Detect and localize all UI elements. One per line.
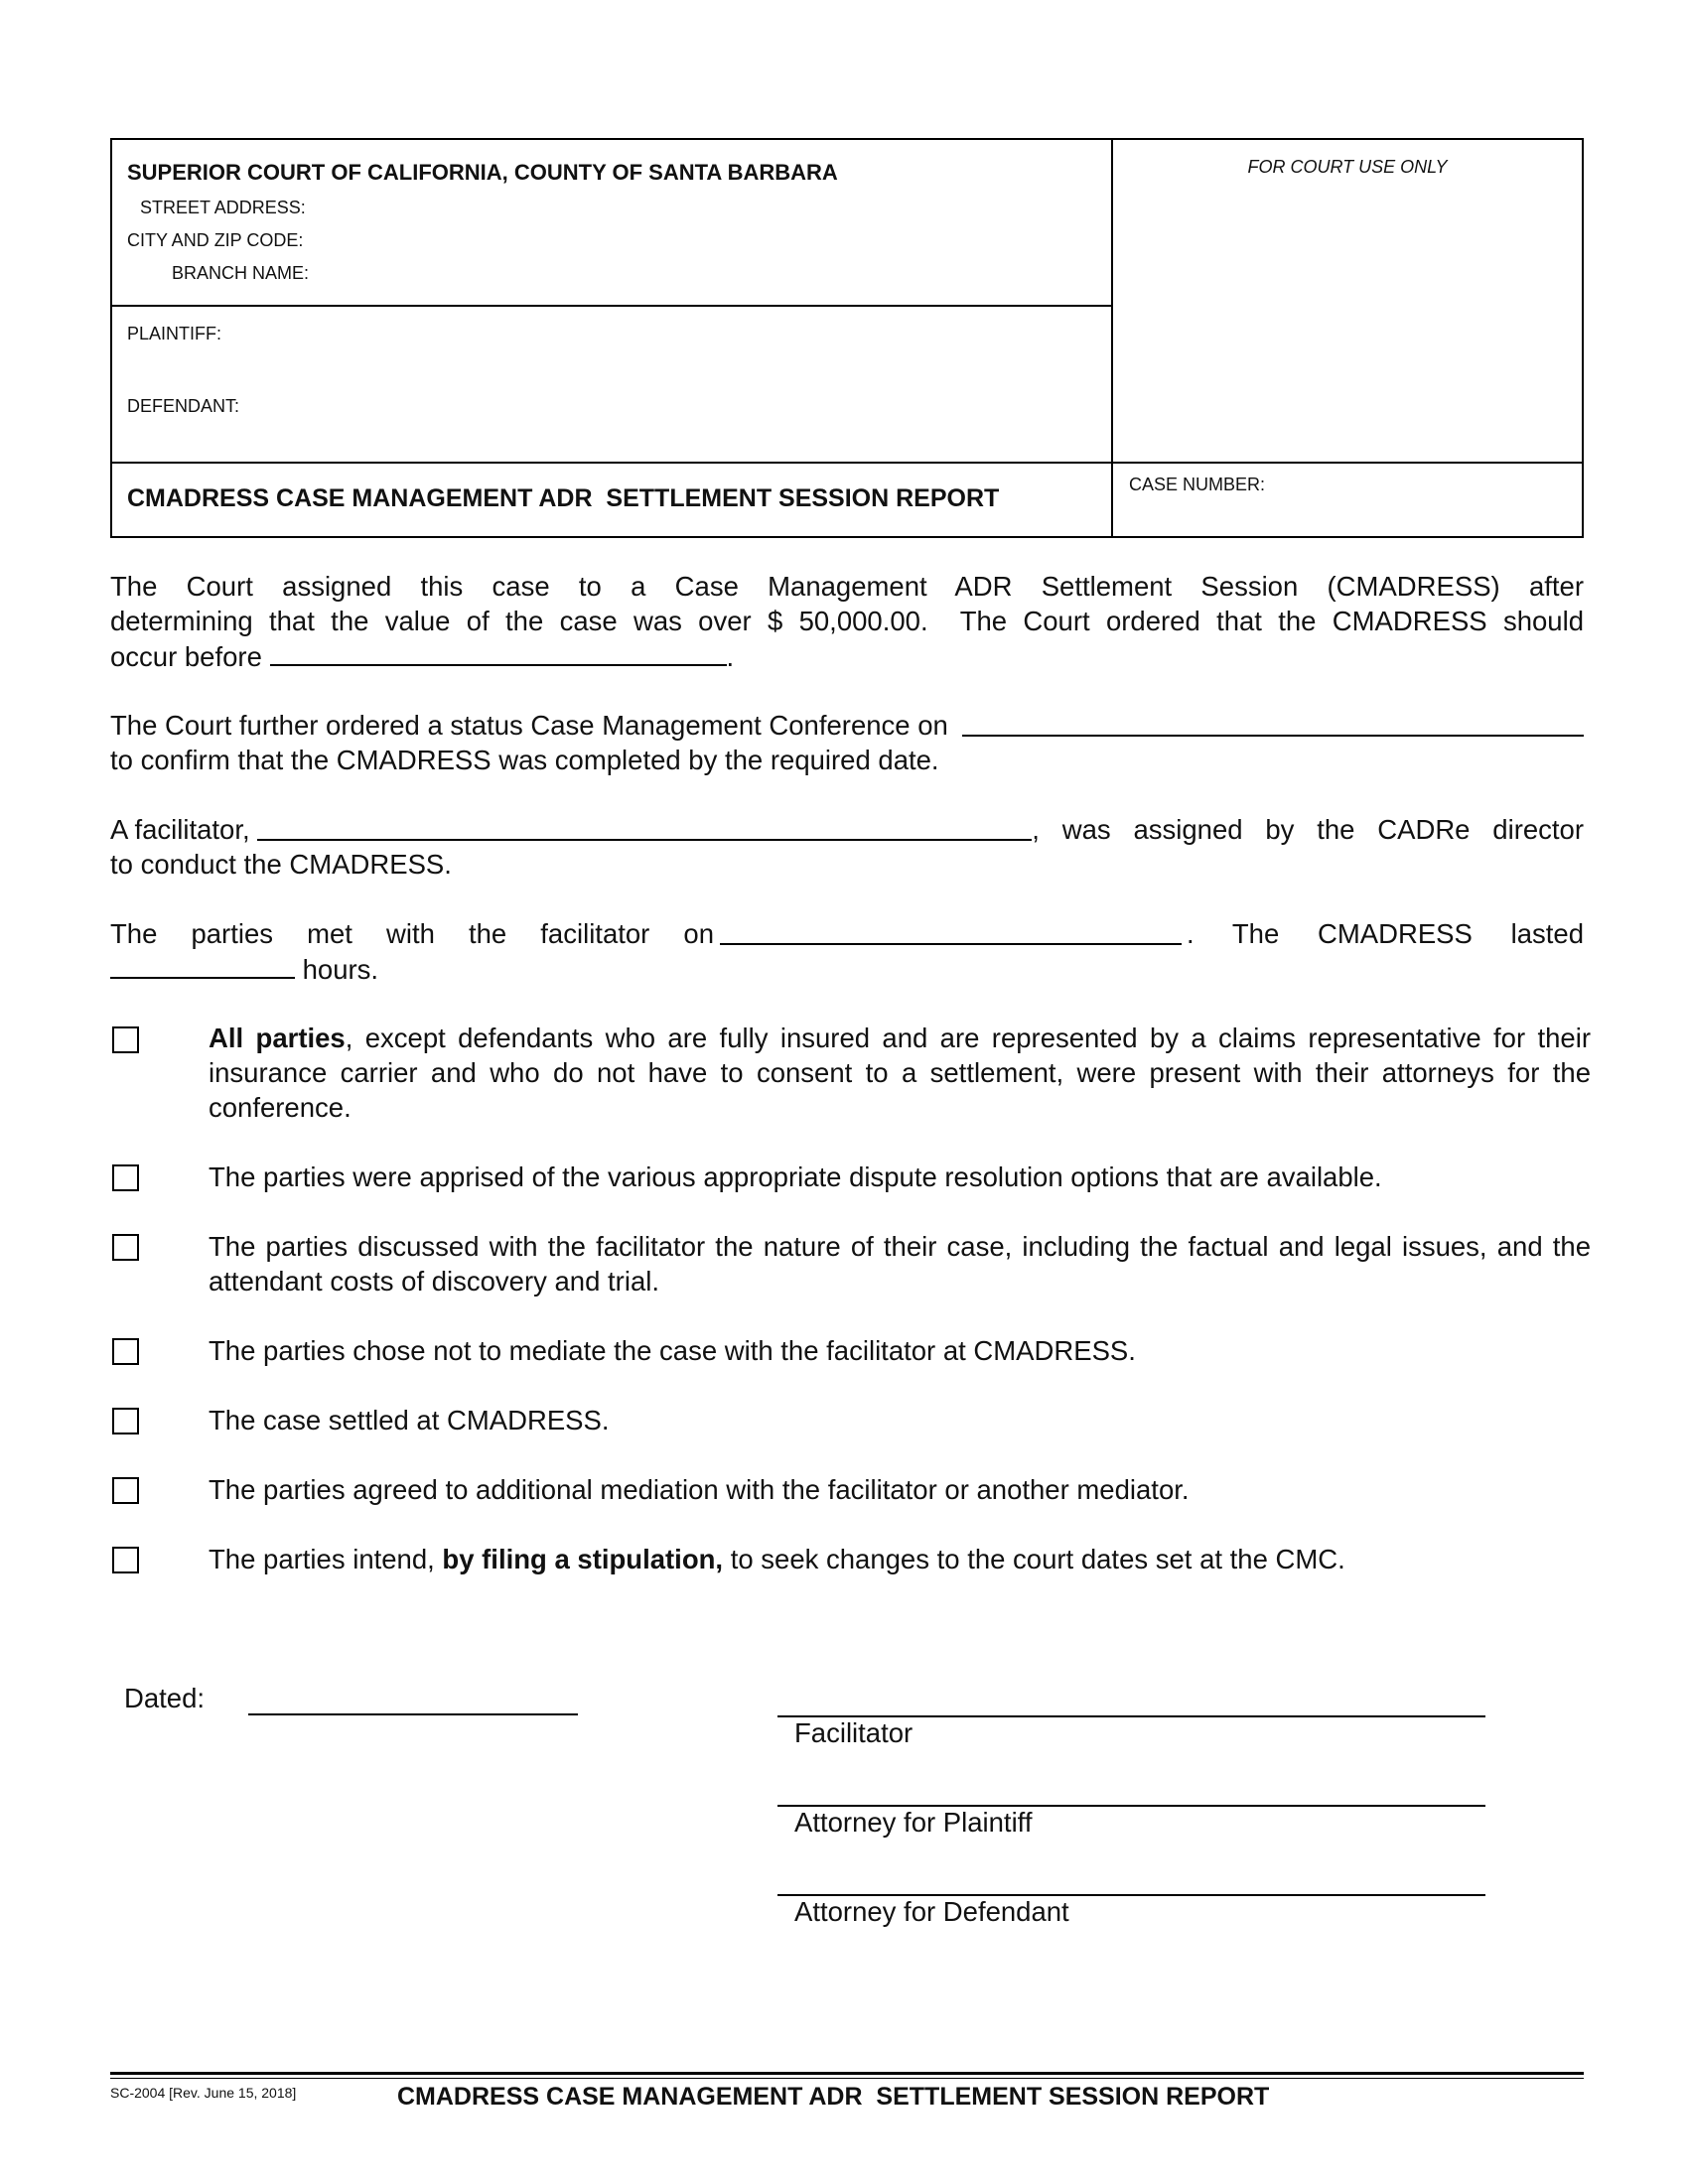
defendant-label: DEFENDANT: <box>127 396 240 416</box>
checkbox-not-mediate[interactable] <box>112 1338 139 1365</box>
case-number-box <box>1111 462 1584 538</box>
stipulation-post: to seek changes to the court dates set at the CMC. <box>723 1544 1345 1574</box>
stipulation-bold: by filing a stipulation, <box>442 1544 724 1574</box>
checkbox-text-not-mediate: The parties chose not to mediate the case with the facilitator at CMADRESS. <box>209 1335 1136 1366</box>
paragraph-1-line-1: The Court assigned this case to a Case Management ADR Settlement Session (CMADRESS) after <box>110 571 1584 602</box>
attorney-defendant-label: Attorney for Defendant <box>794 1896 1069 1927</box>
checkbox-settled[interactable] <box>112 1408 139 1434</box>
hours-label: hours. <box>295 954 379 985</box>
paragraph-4-line-1 <box>110 916 1584 951</box>
checkbox-all-parties[interactable] <box>112 1026 139 1053</box>
court-use-label: FOR COURT USE ONLY <box>1247 157 1448 177</box>
all-parties-rest: , except defendants who are fully insured and are represented by a claims representative for their insurance carrier and who do not have to consent to a settlement, were present with their attorneys for the conference. <box>209 1023 1591 1123</box>
court-use-box <box>1111 138 1584 464</box>
checkbox-additional-mediation[interactable] <box>112 1477 139 1504</box>
paragraph-3-line-2: to conduct the CMADRESS. <box>110 849 452 880</box>
checkbox-text-all-parties <box>209 1021 1591 1125</box>
checkbox-apprised[interactable] <box>112 1164 139 1191</box>
facilitator-prefix: A facilitator, <box>110 814 258 845</box>
stipulation-pre: The parties intend, <box>209 1544 443 1574</box>
meeting-date-field[interactable] <box>720 917 1182 945</box>
dated-label: Dated: <box>124 1683 206 1713</box>
paragraph-4-line-2 <box>110 951 378 987</box>
met-text: The parties met with the facilitator on <box>110 918 714 949</box>
facilitator-name-field[interactable] <box>257 813 1032 841</box>
checkbox-discussed[interactable] <box>112 1234 139 1261</box>
paragraph-1-line-2: determining that the value of the case was over $ 50,000.00. The Court ordered that the CMADRESS should <box>110 606 1584 636</box>
deadline-suffix: . <box>726 641 735 672</box>
cmc-date-field[interactable] <box>962 709 1584 737</box>
case-number-label: CASE NUMBER: <box>1129 475 1266 494</box>
checkbox-stipulation[interactable] <box>112 1547 139 1573</box>
cmc-text: The Court further ordered a status Case Management Conference on <box>110 710 948 741</box>
paragraph-2-line-1 <box>110 708 1584 743</box>
lasted-text: . The CMADRESS lasted <box>1187 918 1584 949</box>
footer-rule-bottom <box>110 2078 1584 2079</box>
checkbox-text-discussed: The parties discussed with the facilitator the nature of their case, including the factual and legal issues, and the attendant costs of discovery and trial. <box>209 1231 1591 1297</box>
parties-box <box>110 305 1113 464</box>
checkbox-text-stipulation <box>209 1542 1591 1576</box>
deadline-prefix: occur before <box>110 641 270 672</box>
court-name: SUPERIOR COURT OF CALIFORNIA, COUNTY OF SANTA BARBARA <box>127 160 838 185</box>
paragraph-1-line-3 <box>110 638 734 674</box>
plaintiff-label: PLAINTIFF: <box>127 324 222 343</box>
all-parties-bold: All parties <box>209 1023 346 1053</box>
checkbox-text-settled: The case settled at CMADRESS. <box>209 1405 610 1435</box>
branch-name-label: BRANCH NAME: <box>172 263 310 283</box>
deadline-date-field[interactable] <box>270 638 727 666</box>
facilitator-suffix: , was assigned by the CADRe director <box>1032 814 1584 845</box>
city-zip-label: CITY AND ZIP CODE: <box>127 230 304 250</box>
form-title: CMADRESS CASE MANAGEMENT ADR SETTLEMENT SESSION REPORT <box>127 484 1000 512</box>
form-code: SC-2004 [Rev. June 15, 2018] <box>110 2085 297 2101</box>
footer-title: CMADRESS CASE MANAGEMENT ADR SETTLEMENT SESSION REPORT <box>397 2083 1270 2111</box>
paragraph-3-line-1 <box>110 812 1584 847</box>
paragraph-2-line-2: to confirm that the CMADRESS was completed by the required date. <box>110 745 939 775</box>
dated-line[interactable] <box>248 1713 578 1715</box>
street-address-label: STREET ADDRESS: <box>140 198 306 217</box>
hours-field[interactable] <box>110 951 295 979</box>
footer-rule-top <box>110 2072 1584 2075</box>
checkbox-text-apprised: The parties were apprised of the various appropriate dispute resolution options that are available. <box>209 1161 1382 1192</box>
checkbox-text-additional-mediation: The parties agreed to additional mediation with the facilitator or another mediator. <box>209 1474 1190 1505</box>
facilitator-label: Facilitator <box>794 1717 914 1748</box>
attorney-plaintiff-label: Attorney for Plaintiff <box>794 1807 1033 1838</box>
